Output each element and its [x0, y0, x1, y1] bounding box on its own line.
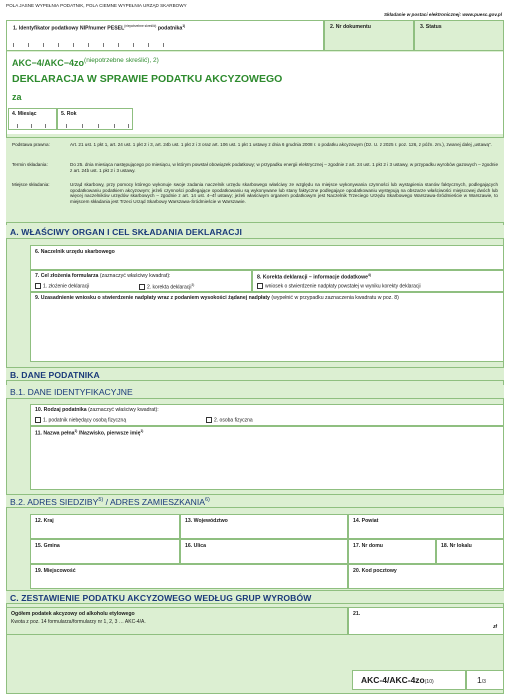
- electronic-submission-note: Składanie w postaci elektronicznej: www.puesc.gov.pl: [383, 12, 502, 17]
- instruction-note: POLA JASNE WYPEŁNIA PODATNIK, POLA CIEMNE WYPEŁNIA URZĄD SKARBOWY: [6, 3, 187, 8]
- deadline-row: Termin składania: Do 25. dnia miesiąca następującego po miesiącu, w którym powstał obowiązek podatkowy; w przypadku energii elektrycznej – zgodnie z art. 24 ust. 1 pkt 2 i 3 ustawy, w przypadku wyrobów gazowych – zgodnie z art. 24b ust. 1 pkt 2 i 3 ustawy.: [12, 162, 498, 173]
- legal-basis-row: Podstawa prawna: Art. 21 ust. 1 pkt 1, art. 24 ust. 1 pkt 2 i 3, art. 24b ust. 1 pkt 2 i 3 oraz art. 106 ust. 1 pkt 1 ustawy z dnia 6 grudnia 2008 r. o podatku akcyzowym (Dz. U. z 2025 r. poz. 126, z późn. zm.), zwanej dalej „ustawą”.: [12, 142, 492, 147]
- period-label: za: [12, 92, 22, 102]
- currency-unit: zł: [493, 624, 497, 630]
- form-code-footer: AKC-4/AKC-4zo(10): [352, 670, 466, 690]
- checkbox-overpayment[interactable]: [257, 283, 263, 289]
- field-justification[interactable]: 9. Uzasadnienie wniosku o stwierdzenie nadpłaty wraz z podaniem wysokości żądanej nadpłaty (wypełnić w przypadku zaznaczenia kwadratu w poz. 8): [30, 292, 504, 362]
- field-street[interactable]: 16. Ulica: [180, 539, 348, 564]
- place-row: Miejsce składania: Urząd skarbowy, przy pomocy którego wykonuje swoje zadania naczelnik urzędu skarbowego właściwy ze względu na miejsce wykonywania czynności lub wystąpienia stanów faktycznych, podlegających opodatkowaniu podatkiem akcyzowym; jeżeli czynności podlegające opodatkowaniu są wykonywane lub stany faktyczne podlegające opodatkowaniu występują na obszarze właściwości miejscowej dwóch lub więcej naczelników urzędów skarbowych – zgodnie z art. 14 ust. 4–4f ustawy; jeżeli właściwym organem podatkowym jest Naczelnik Trzeciego Urzędu Skarbowego Warszawa-Śródmieście w Warszawie, to miejscem składania jest Trzeci Urząd Skarbowy Warszawa-Śródmieście w Warszawie.: [12, 182, 498, 204]
- field-nip-label: Identyfikator podatkowy NIP/numer PESEL: [18, 25, 125, 32]
- section-b-title: B. DANE PODATNIKA: [10, 370, 100, 380]
- field-full-name[interactable]: 11. Nazwa pełna$^{1)}$ /Nazwisko, pierwsze imię$^{1)}$: [30, 426, 504, 490]
- field-house-number[interactable]: 17. Nr domu: [348, 539, 436, 564]
- checkbox-natural-person[interactable]: [206, 417, 212, 423]
- option-submit-declaration[interactable]: 1. złożenie deklaracji: [35, 283, 89, 289]
- field-city[interactable]: 19. Miejscowość: [30, 564, 348, 589]
- field-correction-info: 8. Korekta deklaracji – informacje dodatkowe$^{4)}$ wniosek o stwierdzenie nadpłaty powstałej w wyniku korekty deklaracji: [252, 270, 504, 292]
- option-overpayment-request[interactable]: wniosek o stwierdzenie nadpłaty powstałej w wyniku korekty deklaracji: [257, 283, 421, 289]
- nip-digit-ticks: [13, 43, 173, 49]
- field-tax-office[interactable]: 6. Naczelnik urzędu skarbowego: [30, 245, 504, 270]
- field-commune[interactable]: 15. Gmina: [30, 539, 180, 564]
- field-alcohol-tax-total[interactable]: 21. zł: [348, 607, 504, 635]
- option-correction[interactable]: 2. korekta deklaracji$^{3)}$: [139, 283, 194, 291]
- section-c-header: [6, 590, 504, 604]
- field-year[interactable]: 5. Rok: [57, 108, 133, 130]
- field-purpose: 7. Cel złożenia formularza (zaznaczyć właściwy kwadrat): 1. złożenie deklaracji 2. korekta deklaracji$^{3)}$: [30, 270, 252, 292]
- field-apartment-number[interactable]: 18. Nr lokalu: [436, 539, 504, 564]
- checkbox-non-natural-person[interactable]: [35, 417, 41, 423]
- checkbox-submit[interactable]: [35, 283, 41, 289]
- section-b1-header: [6, 385, 504, 399]
- field-country[interactable]: 12. Kraj: [30, 514, 180, 539]
- section-b2-title: B.2. ADRES SIEDZIBY$^{5)}$ / ADRES ZAMIESZKANIA$^{6)}$: [10, 497, 210, 507]
- checkbox-correction[interactable]: [139, 284, 145, 290]
- declaration-title: DEKLARACJA W SPRAWIE PODATKU AKCYZOWEGO: [12, 73, 283, 85]
- section-b2-header: [6, 494, 504, 508]
- section-c-title: C. ZESTAWIENIE PODATKU AKCYZOWEGO WEDŁUG GRUP WYROBÓW: [10, 593, 312, 603]
- option-natural-person[interactable]: 2. osoba fizyczna: [206, 417, 253, 423]
- field-taxpayer-type: 10. Rodzaj podatnika (zaznaczyć właściwy kwadrat): 1. podatnik niebędący osobą fizyczną 2. osoba fizyczna: [30, 404, 504, 426]
- field-status: 3. Status: [414, 20, 504, 51]
- option-non-natural-person[interactable]: 1. podatnik niebędący osobą fizyczną: [35, 417, 126, 423]
- field-county[interactable]: 14. Powiat: [348, 514, 504, 539]
- section-a-header: [6, 225, 504, 239]
- field-document-number: 2. Nr dokumentu: [324, 20, 414, 51]
- section-b1-title: B.1. DANE IDENTYFIKACYJNE: [10, 387, 133, 397]
- alcohol-tax-total-label: Ogółem podatek akcyzowy od alkoholu etylowego Kwota z poz. 14 formularza/formularzy nr 1, 2, 3 … AKC-4/A.: [6, 607, 348, 635]
- form-code-title: $AKC-4/AKC-4zo^{(niepotrzebne skreślić), 2)}$: [12, 57, 159, 68]
- field-postal-code[interactable]: 20. Kod pocztowy: [348, 564, 504, 589]
- field-voivodeship[interactable]: 13. Województwo: [180, 514, 348, 539]
- section-a-title: A. WŁAŚCIWY ORGAN I CEL SKŁADANIA DEKLARACJI: [10, 227, 242, 237]
- section-b-header: [6, 367, 504, 381]
- legal-info-block: [6, 137, 504, 223]
- field-nip-pesel[interactable]: 1. Identyfikator podatkowy NIP/numer PESEL$^{(niepotrzebne skreślić)}$ podatnika$^{1)}$: [6, 20, 324, 51]
- page-number: 1/3: [466, 670, 504, 690]
- field-month[interactable]: 4. Miesiąc: [8, 108, 57, 130]
